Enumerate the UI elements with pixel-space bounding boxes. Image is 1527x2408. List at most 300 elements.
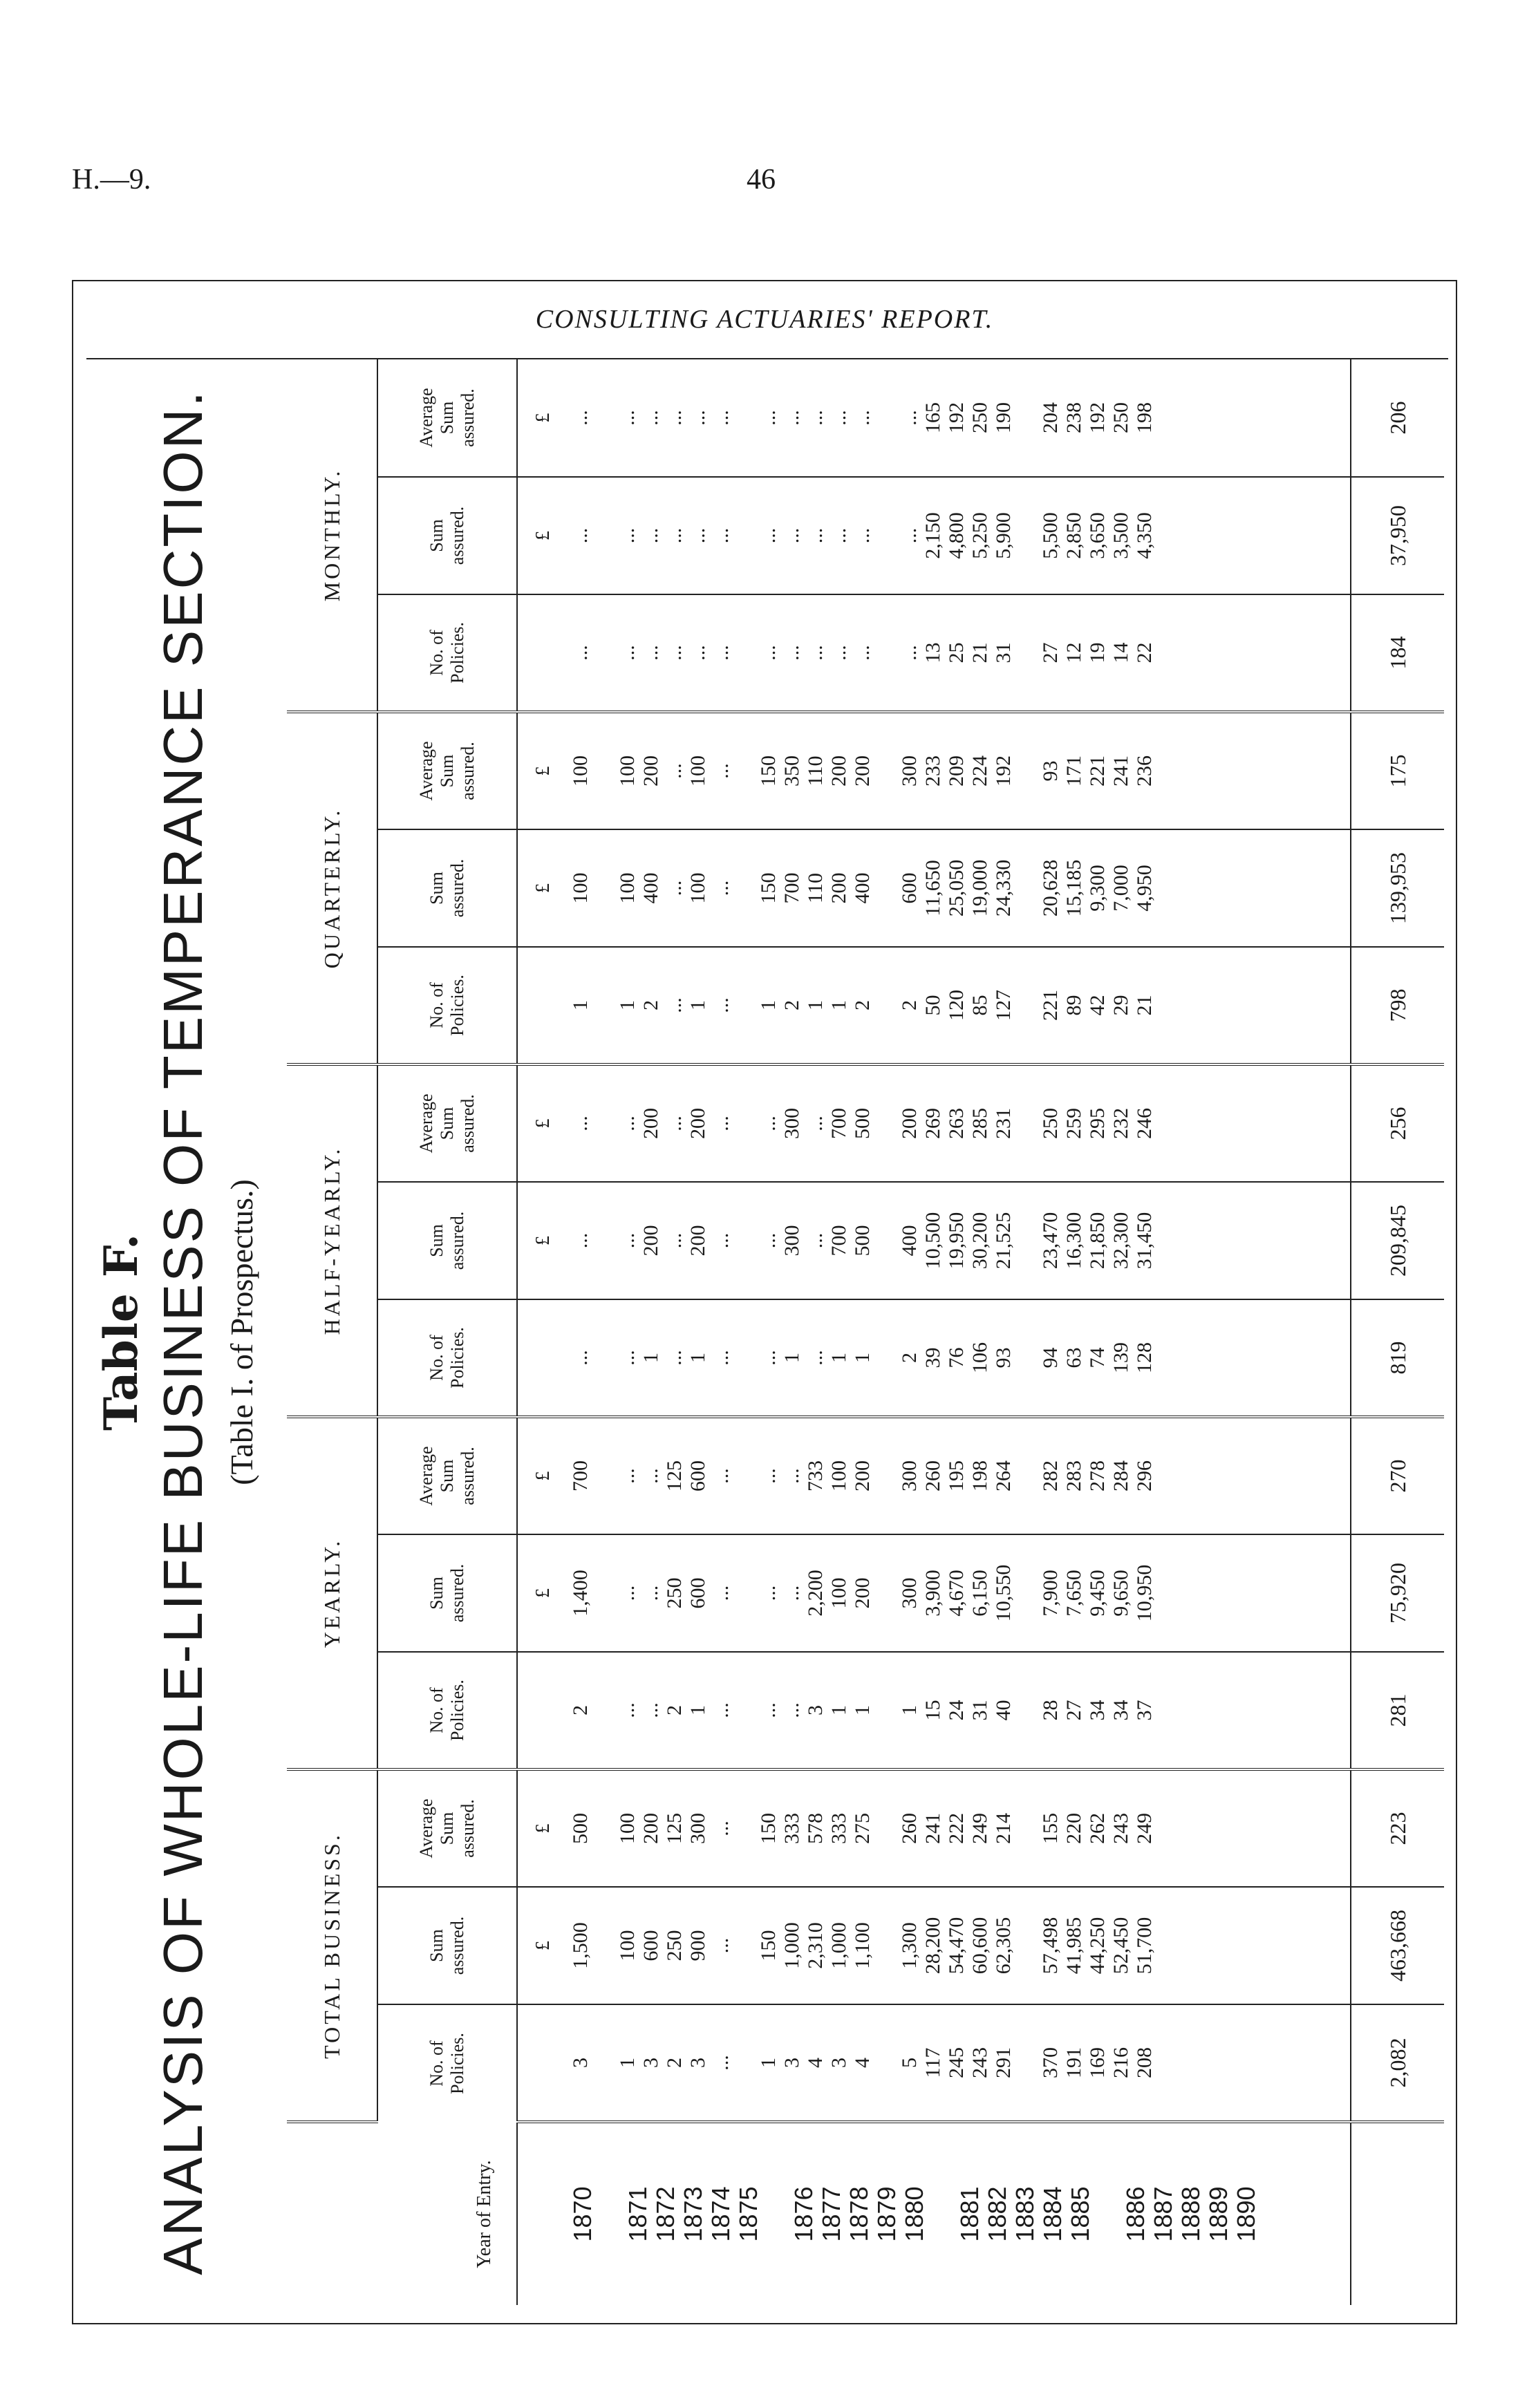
table-cell <box>1015 595 1039 711</box>
table-cell <box>592 830 616 946</box>
table-cell: 15,185 <box>1062 859 1085 917</box>
table-cell: 94 <box>1039 1347 1062 1368</box>
table-cell: ... <box>616 1116 639 1131</box>
table-cell: ... <box>851 410 874 426</box>
table-cell: 1 <box>686 1352 709 1363</box>
unit-cell-total-average: £ <box>517 1769 569 1887</box>
column-quarterly-policies <box>569 947 1351 1064</box>
table-cell: 224 <box>968 755 991 787</box>
table-cell: 400 <box>639 872 662 904</box>
table-cell: 282 <box>1039 1460 1062 1492</box>
table-cell <box>874 1183 898 1299</box>
table-cell: ... <box>616 1350 639 1366</box>
table-cell: 208 <box>1133 2047 1156 2078</box>
table-cell: ... <box>710 1232 733 1249</box>
table-cell: 100 <box>616 1813 639 1844</box>
table-cell: ... <box>616 410 639 426</box>
table-cell: 221 <box>1086 755 1109 787</box>
table-cell: ... <box>616 1468 639 1484</box>
year-cell <box>762 2123 790 2305</box>
table-cell <box>592 1183 616 1299</box>
total-half_yearly-average: 256 <box>1351 1064 1444 1182</box>
table-cell <box>1015 2005 1039 2120</box>
table-cell: 300 <box>898 1460 921 1492</box>
table-cell: 25 <box>945 642 968 664</box>
table-cell: 333 <box>827 1813 850 1844</box>
table-cell: 22 <box>1133 642 1156 664</box>
table-cell: 1,000 <box>827 1922 850 1969</box>
table-cell: ... <box>569 1232 592 1249</box>
table-cell: 233 <box>921 755 944 787</box>
table-cell <box>733 1653 757 1768</box>
year-cell: 1879 <box>872 2186 901 2242</box>
table-cell: 11,650 <box>921 860 944 916</box>
table-cell: 191 <box>1062 2047 1085 2078</box>
table-cell: ... <box>663 880 686 896</box>
table-cell: ... <box>663 997 686 1013</box>
table-cell: 200 <box>827 872 850 904</box>
table-cell: ... <box>757 1702 780 1718</box>
table-cell: ... <box>710 1937 733 1954</box>
total-half_yearly-policies: 819 <box>1351 1299 1444 1417</box>
table-cell: 259 <box>1062 1107 1085 1139</box>
col-header-monthly-average: Average Sum assured. <box>377 359 517 477</box>
table-cell: 24,330 <box>992 859 1015 917</box>
table-cell: 41,985 <box>1062 1917 1085 1975</box>
table-cell <box>874 2005 898 2120</box>
col-header-yearly-policies: No. of Policies. <box>377 1652 517 1769</box>
table-cell: 216 <box>1109 2047 1132 2078</box>
table-cell: 220 <box>1062 1813 1085 1844</box>
table-cell: 106 <box>968 1342 991 1373</box>
table-cell: 27 <box>1039 642 1062 664</box>
table-cell: 200 <box>686 1225 709 1257</box>
table-cell: ... <box>639 1702 662 1718</box>
column-half_yearly-average <box>569 1064 1351 1182</box>
table-cell: 192 <box>945 402 968 433</box>
table-cell: 2 <box>780 999 803 1010</box>
table-cell <box>1015 1888 1039 2004</box>
table-cell: ... <box>710 880 733 896</box>
table-cell: 150 <box>757 1930 780 1962</box>
table-cell: 57,498 <box>1039 1917 1062 1975</box>
table-cell: ... <box>898 527 921 544</box>
table-cell: 285 <box>968 1107 991 1139</box>
total-half_yearly-sum: 209,845 <box>1351 1182 1444 1299</box>
table-cell: ... <box>710 1468 733 1484</box>
year-column <box>569 2122 1351 2305</box>
table-cell: 21,525 <box>992 1212 1015 1270</box>
table-cell: 200 <box>639 1225 662 1257</box>
table-cell: 54,470 <box>945 1917 968 1975</box>
table-cell: ... <box>710 645 733 661</box>
table-cell: ... <box>663 1350 686 1366</box>
table-cell: 76 <box>945 1347 968 1368</box>
table-cell: 241 <box>1109 755 1132 787</box>
table-cell: 9,300 <box>1086 865 1109 912</box>
table-cell <box>733 1183 757 1299</box>
unit-cell-quarterly-policies <box>517 947 569 1064</box>
table-cell: 1 <box>686 1705 709 1715</box>
year-of-entry-header: Year of Entry. <box>287 2122 517 2305</box>
unit-cell-quarterly-average: £ <box>517 712 569 829</box>
table-cell: 2 <box>663 1705 686 1715</box>
table-cell: 34 <box>1086 1700 1109 1721</box>
subtitle: (Table I. of Prospectus.) <box>224 1179 259 1485</box>
year-cell: 1882 <box>983 2186 1011 2242</box>
table-cell: 100 <box>569 872 592 904</box>
table-cell: 200 <box>898 1107 921 1139</box>
table-cell <box>592 1418 616 1534</box>
table-cell: 250 <box>663 1930 686 1962</box>
table-cell: 3 <box>804 1705 827 1715</box>
table-cell: 198 <box>968 1460 991 1492</box>
title-block <box>86 359 287 2305</box>
table-cell: 1 <box>569 999 592 1010</box>
table-cell <box>592 1888 616 2004</box>
table-cell: 85 <box>968 995 991 1016</box>
table-cell: 14 <box>1109 642 1132 664</box>
table-cell: 13 <box>921 642 944 664</box>
table-cell: ... <box>804 1232 827 1249</box>
main-title: ANALYSIS OF WHOLE-LIFE BUSINESS OF TEMPERANCE SECTION. <box>152 389 214 2275</box>
table-cell: ... <box>710 1350 733 1366</box>
col-header-half_yearly-sum: Sum assured. <box>377 1182 517 1299</box>
table-cell: ... <box>616 1702 639 1718</box>
table-cell: 1 <box>827 1352 850 1363</box>
col-header-monthly-sum: Sum assured. <box>377 477 517 594</box>
column-half_yearly-sum <box>569 1182 1351 1299</box>
table-cell <box>874 830 898 946</box>
table-cell: ... <box>780 527 803 544</box>
table-cell: ... <box>710 763 733 779</box>
table-cell: ... <box>757 1116 780 1131</box>
col-header-total-sum: Sum assured. <box>377 1887 517 2004</box>
table-cell: 1 <box>616 2058 639 2068</box>
rotated-table-region <box>86 359 1441 2305</box>
col-header-half_yearly-average: Average Sum assured. <box>377 1064 517 1182</box>
total-quarterly-sum: 139,953 <box>1351 829 1444 947</box>
table-cell <box>592 1066 616 1181</box>
table-cell: ... <box>898 410 921 426</box>
table-cell: 150 <box>757 755 780 787</box>
year-cell: 1890 <box>1232 2186 1260 2242</box>
table-cell: 2 <box>639 999 662 1010</box>
table-cell: 900 <box>686 1930 709 1962</box>
year-cell: 1881 <box>955 2186 984 2242</box>
table-cell: ... <box>757 1350 780 1366</box>
table-cell: 39 <box>921 1347 944 1368</box>
table-cell: ... <box>569 1116 592 1131</box>
table-cell: ... <box>710 1702 733 1718</box>
table-cell: 1 <box>851 1705 874 1715</box>
table-cell: 37 <box>1133 1700 1156 1721</box>
table-cell: 275 <box>851 1813 874 1844</box>
table-cell <box>874 713 898 829</box>
table-cell: 50 <box>921 995 944 1016</box>
table-cell: 27 <box>1062 1700 1085 1721</box>
table-cell: 250 <box>968 402 991 433</box>
table-cell: 110 <box>804 873 827 903</box>
table-cell: 169 <box>1086 2047 1109 2078</box>
table-cell: 296 <box>1133 1460 1156 1492</box>
table-cell <box>733 948 757 1063</box>
table-cell <box>874 1653 898 1768</box>
table-cell: 3,500 <box>1109 512 1132 559</box>
year-cell <box>1094 2123 1122 2305</box>
table-cell: 3 <box>827 2058 850 2068</box>
table-cell: 246 <box>1133 1107 1156 1139</box>
table-cell: 1 <box>757 999 780 1010</box>
table-cell: 245 <box>945 2047 968 2078</box>
year-cell: 1870 <box>568 2186 597 2242</box>
table-cell: 10,550 <box>992 1564 1015 1622</box>
table-cell: 10,500 <box>921 1212 944 1270</box>
table-cell: 200 <box>851 1577 874 1609</box>
table-cell: 300 <box>686 1813 709 1844</box>
table-cell <box>874 1888 898 2004</box>
table-cell: ... <box>898 645 921 661</box>
col-header-quarterly-average: Average Sum assured. <box>377 712 517 829</box>
table-cell: ... <box>686 527 709 544</box>
table-cell: ... <box>710 410 733 426</box>
table-cell: 15 <box>921 1700 944 1721</box>
table-cell: 1 <box>898 1705 921 1715</box>
table-cell: ... <box>780 645 803 661</box>
table-cell: ... <box>804 527 827 544</box>
table-cell: ... <box>663 527 686 544</box>
table-cell: 238 <box>1062 402 1085 433</box>
table-cell: 283 <box>1062 1460 1085 1492</box>
table-cell: 500 <box>851 1107 874 1139</box>
table-cell: 120 <box>945 989 968 1021</box>
table-cell: 171 <box>1062 755 1085 787</box>
total-total-sum: 463,668 <box>1351 1887 1444 2004</box>
year-cell: 1887 <box>1149 2186 1177 2242</box>
table-cell: 200 <box>639 1813 662 1844</box>
year-cell: 1877 <box>817 2186 845 2242</box>
table-cell: 243 <box>1109 1813 1132 1844</box>
table-cell: 200 <box>686 1107 709 1139</box>
table-cell: 200 <box>827 755 850 787</box>
table-cell: 249 <box>968 1813 991 1844</box>
table-cell: 3 <box>686 2058 709 2068</box>
table-cell: 232 <box>1109 1107 1132 1139</box>
year-cell: 1875 <box>734 2186 762 2242</box>
column-monthly-sum <box>569 477 1351 594</box>
table-cell <box>592 948 616 1063</box>
table-cell: 250 <box>1109 402 1132 433</box>
table-cell: ... <box>639 527 662 544</box>
table-cell: 400 <box>851 872 874 904</box>
unit-cell-yearly-sum: £ <box>517 1534 569 1652</box>
table-cell: ... <box>686 645 709 661</box>
table-cell: 5,900 <box>992 512 1015 559</box>
unit-cell-monthly-sum: £ <box>517 477 569 594</box>
table-cell: 295 <box>1086 1107 1109 1139</box>
table-cell: 733 <box>804 1460 827 1492</box>
table-cell: 44,250 <box>1086 1917 1109 1975</box>
table-cell: 125 <box>663 1460 686 1492</box>
table-cell: 100 <box>686 755 709 787</box>
table-cell: ... <box>827 410 850 426</box>
table-cell: 5,500 <box>1039 512 1062 559</box>
table-cell: ... <box>663 410 686 426</box>
table-cell: 6,150 <box>968 1570 991 1617</box>
table-cell: 10,950 <box>1133 1564 1156 1622</box>
table-cell: ... <box>616 527 639 544</box>
table-cell: 250 <box>663 1577 686 1609</box>
table-cell: 1 <box>616 999 639 1010</box>
table-cell: 100 <box>616 755 639 787</box>
table-cell: 204 <box>1039 402 1062 433</box>
table-cell: 2 <box>898 999 921 1010</box>
table-cell <box>1015 1183 1039 1299</box>
table-cell: ... <box>710 1821 733 1836</box>
table-cell <box>1015 830 1039 946</box>
table-cell: 1 <box>804 999 827 1010</box>
col-header-yearly-sum: Sum assured. <box>377 1534 517 1652</box>
table-cell: ... <box>639 645 662 661</box>
table-cell: 93 <box>1039 760 1062 782</box>
table-cell: 62,305 <box>992 1917 1015 1975</box>
table-cell <box>733 1888 757 2004</box>
table-cell: 700 <box>827 1225 850 1257</box>
table-cell: 1 <box>757 2058 780 2068</box>
table-cell: ... <box>827 645 850 661</box>
table-label: Table F. <box>94 1234 148 1431</box>
table-cell: 125 <box>663 1813 686 1844</box>
group-header-quarterly: QUARTERLY. <box>287 712 377 1064</box>
table-cell: ... <box>663 1116 686 1131</box>
table-cell: 128 <box>1133 1342 1156 1373</box>
table-cell: 9,450 <box>1086 1570 1109 1617</box>
table-cell: ... <box>616 645 639 661</box>
table-cell: 2 <box>663 2058 686 2068</box>
column-quarterly-sum <box>569 829 1351 947</box>
table-cell: 190 <box>992 402 1015 433</box>
table-cell: 93 <box>992 1347 1015 1368</box>
table-cell: 4 <box>804 2058 827 2068</box>
table-cell: 42 <box>1086 995 1109 1016</box>
table-cell: 3 <box>569 2058 592 2068</box>
table-cell: 222 <box>945 1813 968 1844</box>
column-monthly-policies <box>569 594 1351 712</box>
table-cell: 284 <box>1109 1460 1132 1492</box>
table-cell: 150 <box>757 872 780 904</box>
total-label-cell <box>1351 2122 1444 2305</box>
unit-cell-total-sum: £ <box>517 1887 569 2004</box>
table-cell: 34 <box>1109 1700 1132 1721</box>
table-cell: 1 <box>639 1352 662 1363</box>
table-cell: 249 <box>1133 1813 1156 1844</box>
table-cell: 192 <box>992 755 1015 787</box>
table-cell: 300 <box>780 1107 803 1139</box>
unit-cell-yearly-policies <box>517 1652 569 1769</box>
table-cell: 500 <box>569 1813 592 1844</box>
table-cell: 578 <box>804 1813 827 1844</box>
unit-cell-yearly-average: £ <box>517 1417 569 1534</box>
table-cell: ... <box>710 997 733 1013</box>
table-cell: ... <box>804 1116 827 1131</box>
table-cell: 1,100 <box>851 1922 874 1969</box>
table-cell: 3,900 <box>921 1570 944 1617</box>
table-cell: 5 <box>898 2058 921 2068</box>
table-cell: 12 <box>1062 642 1085 664</box>
table-cell <box>1015 1653 1039 1768</box>
table-cell: 700 <box>569 1460 592 1492</box>
table-cell: ... <box>757 410 780 426</box>
table-cell: 9,650 <box>1109 1570 1132 1617</box>
group-header-half-yearly: HALF-YEARLY. <box>287 1064 377 1417</box>
column-quarterly-average <box>569 712 1351 829</box>
table-cell <box>874 1771 898 1886</box>
col-header-half_yearly-policies: No. of Policies. <box>377 1299 517 1417</box>
table-cell: 19 <box>1086 642 1109 664</box>
table-cell: 2,310 <box>804 1922 827 1969</box>
table-cell: 269 <box>921 1107 944 1139</box>
table-cell: ... <box>827 527 850 544</box>
table-cell <box>1015 1418 1039 1534</box>
table-cell: 262 <box>1086 1813 1109 1844</box>
table-cell: 4,350 <box>1133 512 1156 559</box>
table-cell: 19,000 <box>968 859 991 917</box>
running-head-code: H.—9. <box>72 164 151 196</box>
table-cell: ... <box>710 1585 733 1601</box>
table-cell: 31 <box>992 642 1015 664</box>
table-cell: 1,400 <box>569 1570 592 1617</box>
year-cell: 1884 <box>1038 2186 1067 2242</box>
table-cell: ... <box>780 1585 803 1601</box>
column-yearly-sum <box>569 1534 1351 1652</box>
table-cell: 89 <box>1062 995 1085 1016</box>
table-cell: 1 <box>686 999 709 1010</box>
unit-cell-monthly-average: £ <box>517 359 569 477</box>
col-header-monthly-policies: No. of Policies. <box>377 594 517 712</box>
table-cell: 2 <box>851 999 874 1010</box>
total-yearly-sum: 75,920 <box>1351 1534 1444 1652</box>
table-cell: ... <box>639 1468 662 1484</box>
table-cell: 1 <box>851 1352 874 1363</box>
table-cell: 260 <box>898 1813 921 1844</box>
table-cell: 5,250 <box>968 512 991 559</box>
table-cell <box>733 713 757 829</box>
table-cell: ... <box>616 1585 639 1601</box>
table-cell: 600 <box>686 1577 709 1609</box>
table-cell: 100 <box>827 1460 850 1492</box>
total-quarterly-policies: 798 <box>1351 947 1444 1064</box>
table-cell: 25,050 <box>945 859 968 917</box>
unit-cell-half_yearly-sum: £ <box>517 1182 569 1299</box>
unit-cell-half_yearly-average: £ <box>517 1064 569 1182</box>
table-cell: 209 <box>945 755 968 787</box>
table-cell <box>733 595 757 711</box>
table-cell: 7,900 <box>1039 1570 1062 1617</box>
table-cell: 214 <box>992 1813 1015 1844</box>
table-cell: 100 <box>616 872 639 904</box>
year-cell: 1876 <box>789 2186 818 2242</box>
table-cell: 1,500 <box>569 1922 592 1969</box>
table-cell: ... <box>710 1116 733 1131</box>
table-cell: ... <box>757 527 780 544</box>
total-yearly-policies: 281 <box>1351 1652 1444 1769</box>
table-cell <box>874 1300 898 1415</box>
unit-cell-quarterly-sum: £ <box>517 829 569 947</box>
table-cell: 1,000 <box>780 1922 803 1969</box>
col-header-total-average: Average Sum assured. <box>377 1769 517 1887</box>
report-banner: CONSULTING ACTUARIES' REPORT. <box>535 305 994 334</box>
unit-cell-year <box>517 2122 569 2305</box>
